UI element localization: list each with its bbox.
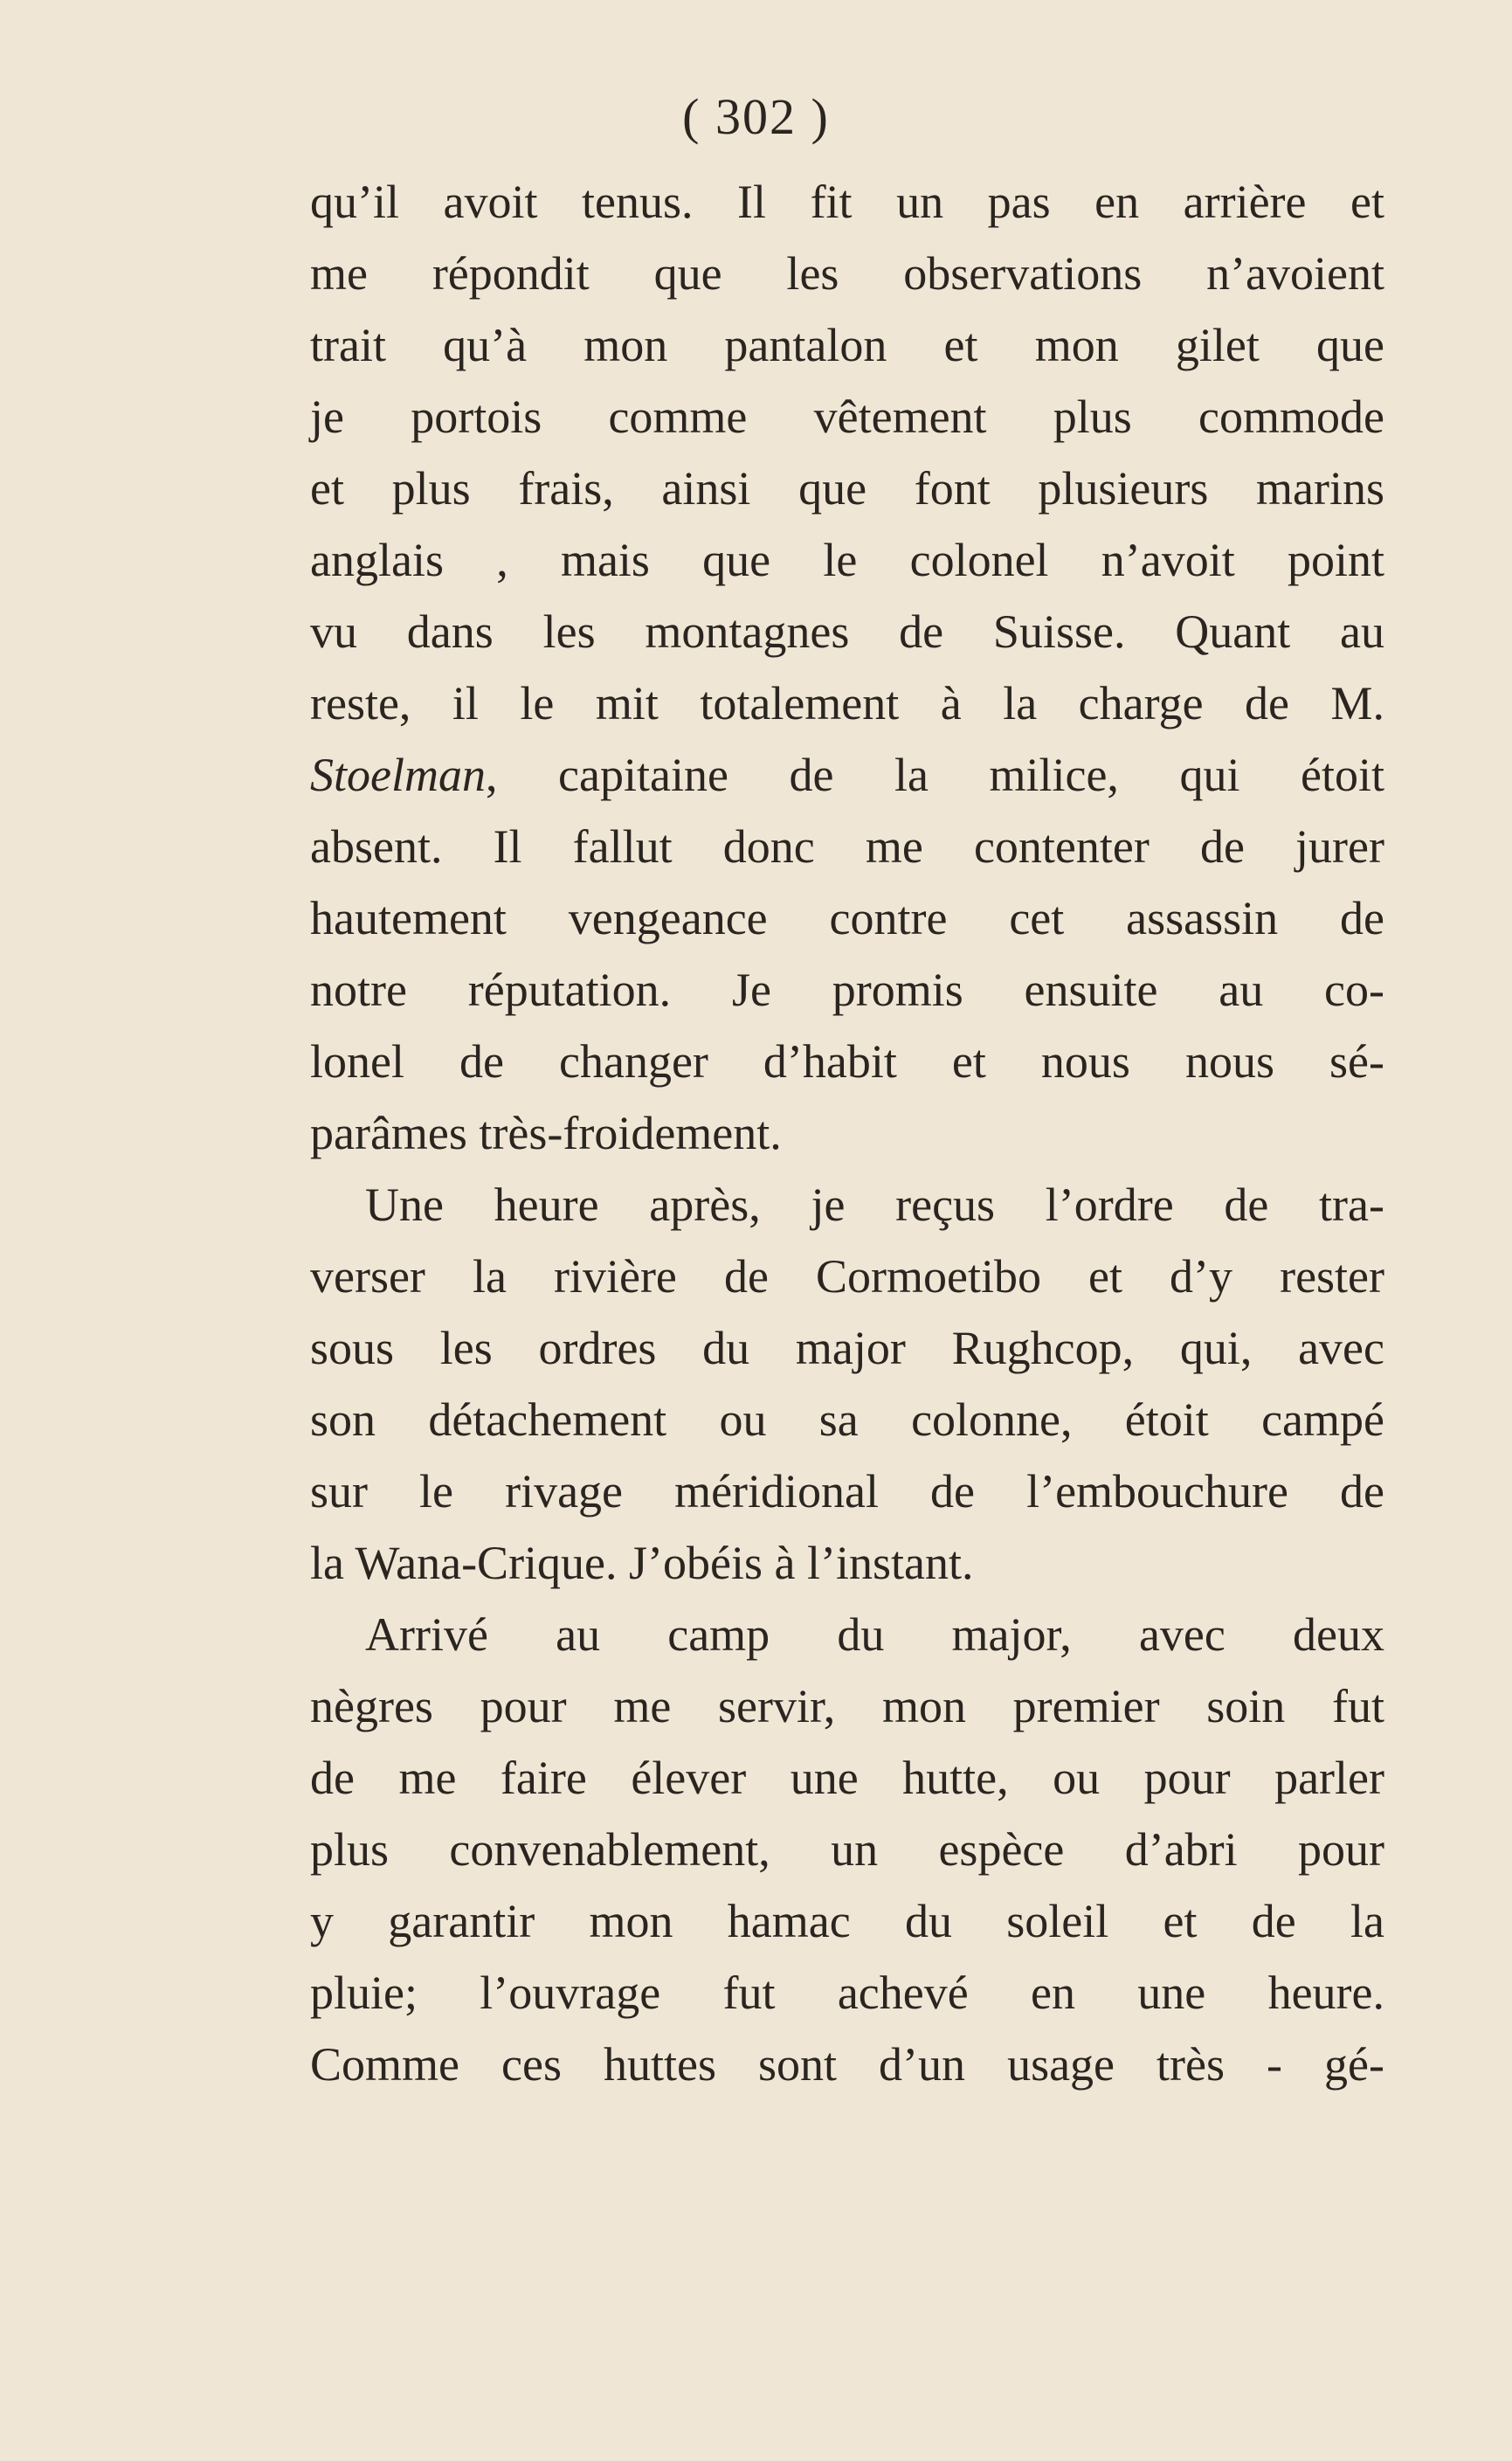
italic-name: Stoelman	[310, 749, 486, 801]
text-line-21: Arrivé au camp du major, avec deux	[365, 1608, 1384, 1661]
text-line-15: Une heure après, je reçus l’ordre de tra-	[365, 1179, 1384, 1231]
text-line-1: qu’il avoit tenus. Il fit un pas en arrière et	[310, 176, 1384, 228]
text-line-7: vu dans les montagnes de Suisse. Quant au	[310, 605, 1384, 658]
page-number: ( 302 )	[682, 88, 830, 145]
text-line-9	[310, 739, 1384, 811]
text-line-12: notre réputation. Je promis ensuite au co-	[310, 964, 1384, 1016]
text-line-11: hautement vengeance contre cet assassin de	[310, 892, 1384, 944]
text-line-16: verser la rivière de Cormoetibo et d’y rester	[310, 1250, 1384, 1303]
text-line-23: de me faire élever une hutte, ou pour parler	[310, 1752, 1384, 1804]
text-line-17: sous les ordres du major Rughcop, qui, avec	[310, 1322, 1384, 1374]
text-line-14: parâmes très-froidement.	[310, 1107, 782, 1159]
text-line-5: et plus frais, ainsi que font plusieurs marins	[310, 462, 1384, 515]
text-line-10: absent. Il fallut donc me contenter de jurer	[310, 820, 1384, 873]
text-line-2: me répondit que les observations n’avoient	[310, 247, 1384, 300]
text-line-26: pluie; l’ouvrage fut achevé en une heure.	[310, 1967, 1384, 2019]
text-line-22: nègres pour me servir, mon premier soin fut	[310, 1680, 1384, 1732]
text-line-3: trait qu’à mon pantalon et mon gilet que	[310, 319, 1384, 371]
text-line-13: lonel de changer d’habit et nous nous sé-	[310, 1035, 1384, 1088]
text-line-27: Comme ces huttes sont d’un usage très - gé-	[310, 2038, 1384, 2091]
text-line-24: plus convenablement, un espèce d’abri pour	[310, 1823, 1384, 1876]
text-line-8: reste, il le mit totalement à la charge de M.	[310, 677, 1384, 729]
text-line-19: sur le rivage méridional de l’embouchure de	[310, 1465, 1384, 1517]
text-line-9-rest: , capitaine de la milice, qui étoit	[485, 749, 1384, 801]
text-line-4: je portois comme vêtement plus commode	[310, 391, 1384, 443]
text-line-20: la Wana-Crique. J’obéis à l’instant.	[310, 1537, 974, 1589]
text-line-6: anglais , mais que le colonel n’avoit point	[310, 534, 1384, 586]
text-line-18: son détachement ou sa colonne, étoit campé	[310, 1393, 1384, 1446]
text-line-25: y garantir mon hamac du soleil et de la	[310, 1895, 1384, 1947]
